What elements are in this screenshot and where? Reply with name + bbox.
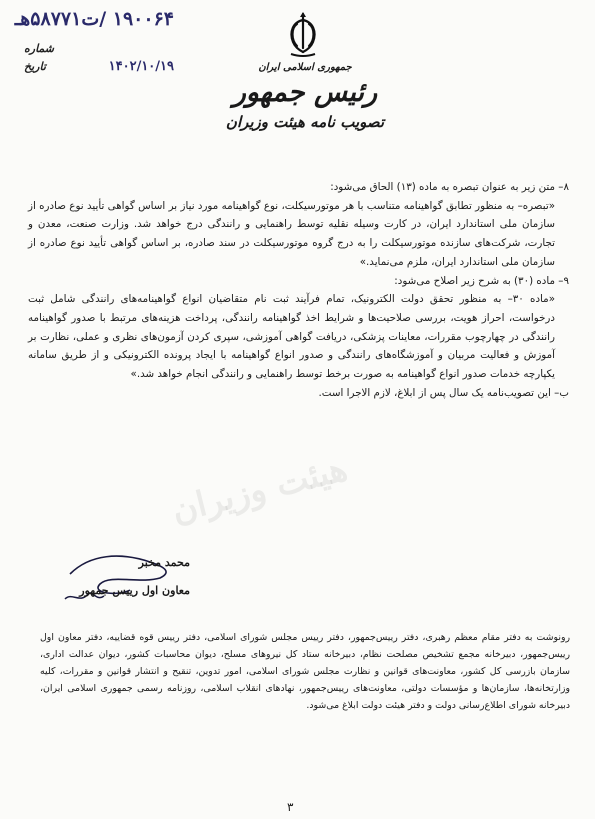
date-value: ۱۴۰۲/۱۰/۱۹: [108, 59, 174, 74]
letter-reference-block: [14, 8, 174, 74]
president-title: رئیس جمهور: [232, 77, 378, 108]
page-number: ۳: [287, 800, 294, 814]
watermark: هیئت وزیران: [167, 448, 352, 532]
article-9-heading: ۹– ماده (۳۰) به شرح زیر اصلاح می‌شود:: [394, 274, 569, 287]
iran-emblem-icon: [279, 10, 327, 60]
distribution-list: [40, 630, 570, 715]
signatory-name: محمد مخبر: [138, 556, 190, 569]
letterhead: [220, 62, 390, 131]
signature-scribble: [60, 544, 190, 614]
date-label: تاریخ: [24, 60, 46, 73]
decree-title: تصویب نامه هیئت وزیران: [225, 113, 385, 131]
number-label: شماره: [24, 42, 55, 55]
distribution-text: رونوشت به دفتر مقام معظم رهبری، دفتر رییس‌جمهور، دفتر رییس مجلس شورای اسلامی، دفتر رییس قوه قضاییه، دفتر معاون اول رییس‌جمهور، دبیرخانه مجمع تشخیص مصلحت نظام، دبیرخانه ستاد کل نیروهای مسلح، دیوان محاسبات کشور، دیوان عدالت اداری، سازمان بازرسی کل کشور، معاونت‌های قوانین و نظارت مجلس شورای اسلامی، امور تدوین، تنقیح و انتشار قوانین و مقررات، کلیه وزارتخانه‌ها، سازمان‌ها و مؤسسات دولتی، معاونت‌های رییس‌جمهور، نهادهای انقلاب اسلامی، روزنامه رسمی جمهوری اسلامی ایران، دبیرخانه شورای اطلاع‌رسانی دولت و دفتر هیئت دولت ابلاغ می‌شود.: [40, 632, 570, 711]
article-8-note: «تبصره– به منظور تطابق گواهینامه متناسب با هر موتورسیکلت، نوع گواهینامه مورد نیاز بر اساس گواهی تأیید نوع صادره از سازمان ملی استاندارد ایران، در کارت وسیله نقلیه توسط راهنمایی و رانندگی درج خواهد شد. وزارت صنعت، معدن و تجارت، شرکت‌های سازنده موتورسیکلت را به درج گروه موتورسیکلت در سند صادره، بر اساس گواهی تأیید نوع صادره از سازمان ملی استاندارد ایران، ملزم می‌نماید.»: [28, 199, 555, 268]
article-30-text: «ماده ۳۰– به منظور تحقق دولت الکترونیک، تمام فرآیند ثبت نام متقاضیان انواع گواهینامه‌های رانندگی شامل ثبت درخواست، احراز هویت، بررسی صلاحیت‌ها و شرایط اخذ گواهینامه رانندگی، پرداخت هزینه‌های مرتبط با صدور گواهینامه رانندگی در چهارچوب مقررات، معاینات پزشکی، دریافت گواهی آموزشی، سپری کردن آزمون‌های نظری و عملی، نظارت بر آموزش و فعالیت مربیان و آموزشگاه‌های رانندگی و صدور انواع گواهینامه با ایجاد پرونده الکترونیکی و از طریق سامانه یکپارچه خدمات صدور انواع گواهینامه به صورت برخط توسط راهنمایی و رانندگی انجام خواهد شد.»: [28, 293, 555, 381]
number-row: [24, 42, 174, 55]
signatory-title: معاون اول رییس جمهور: [79, 584, 190, 597]
effective-clause: ب– این تصویب‌نامه یک سال پس از ابلاغ، لازم الاجرا است.: [318, 386, 569, 399]
date-row: [24, 59, 174, 74]
signature-block: [60, 544, 190, 614]
decree-body: [28, 178, 569, 402]
republic-title: جمهوری اسلامی ایران: [258, 62, 352, 73]
article-8-heading: ۸– متن زیر به عنوان تبصره به ماده (۱۳) الحاق می‌شود:: [330, 181, 569, 193]
letter-number: ۱۹۰۰۶۴ /ت۵۸۷۷۱هـ: [14, 8, 174, 30]
